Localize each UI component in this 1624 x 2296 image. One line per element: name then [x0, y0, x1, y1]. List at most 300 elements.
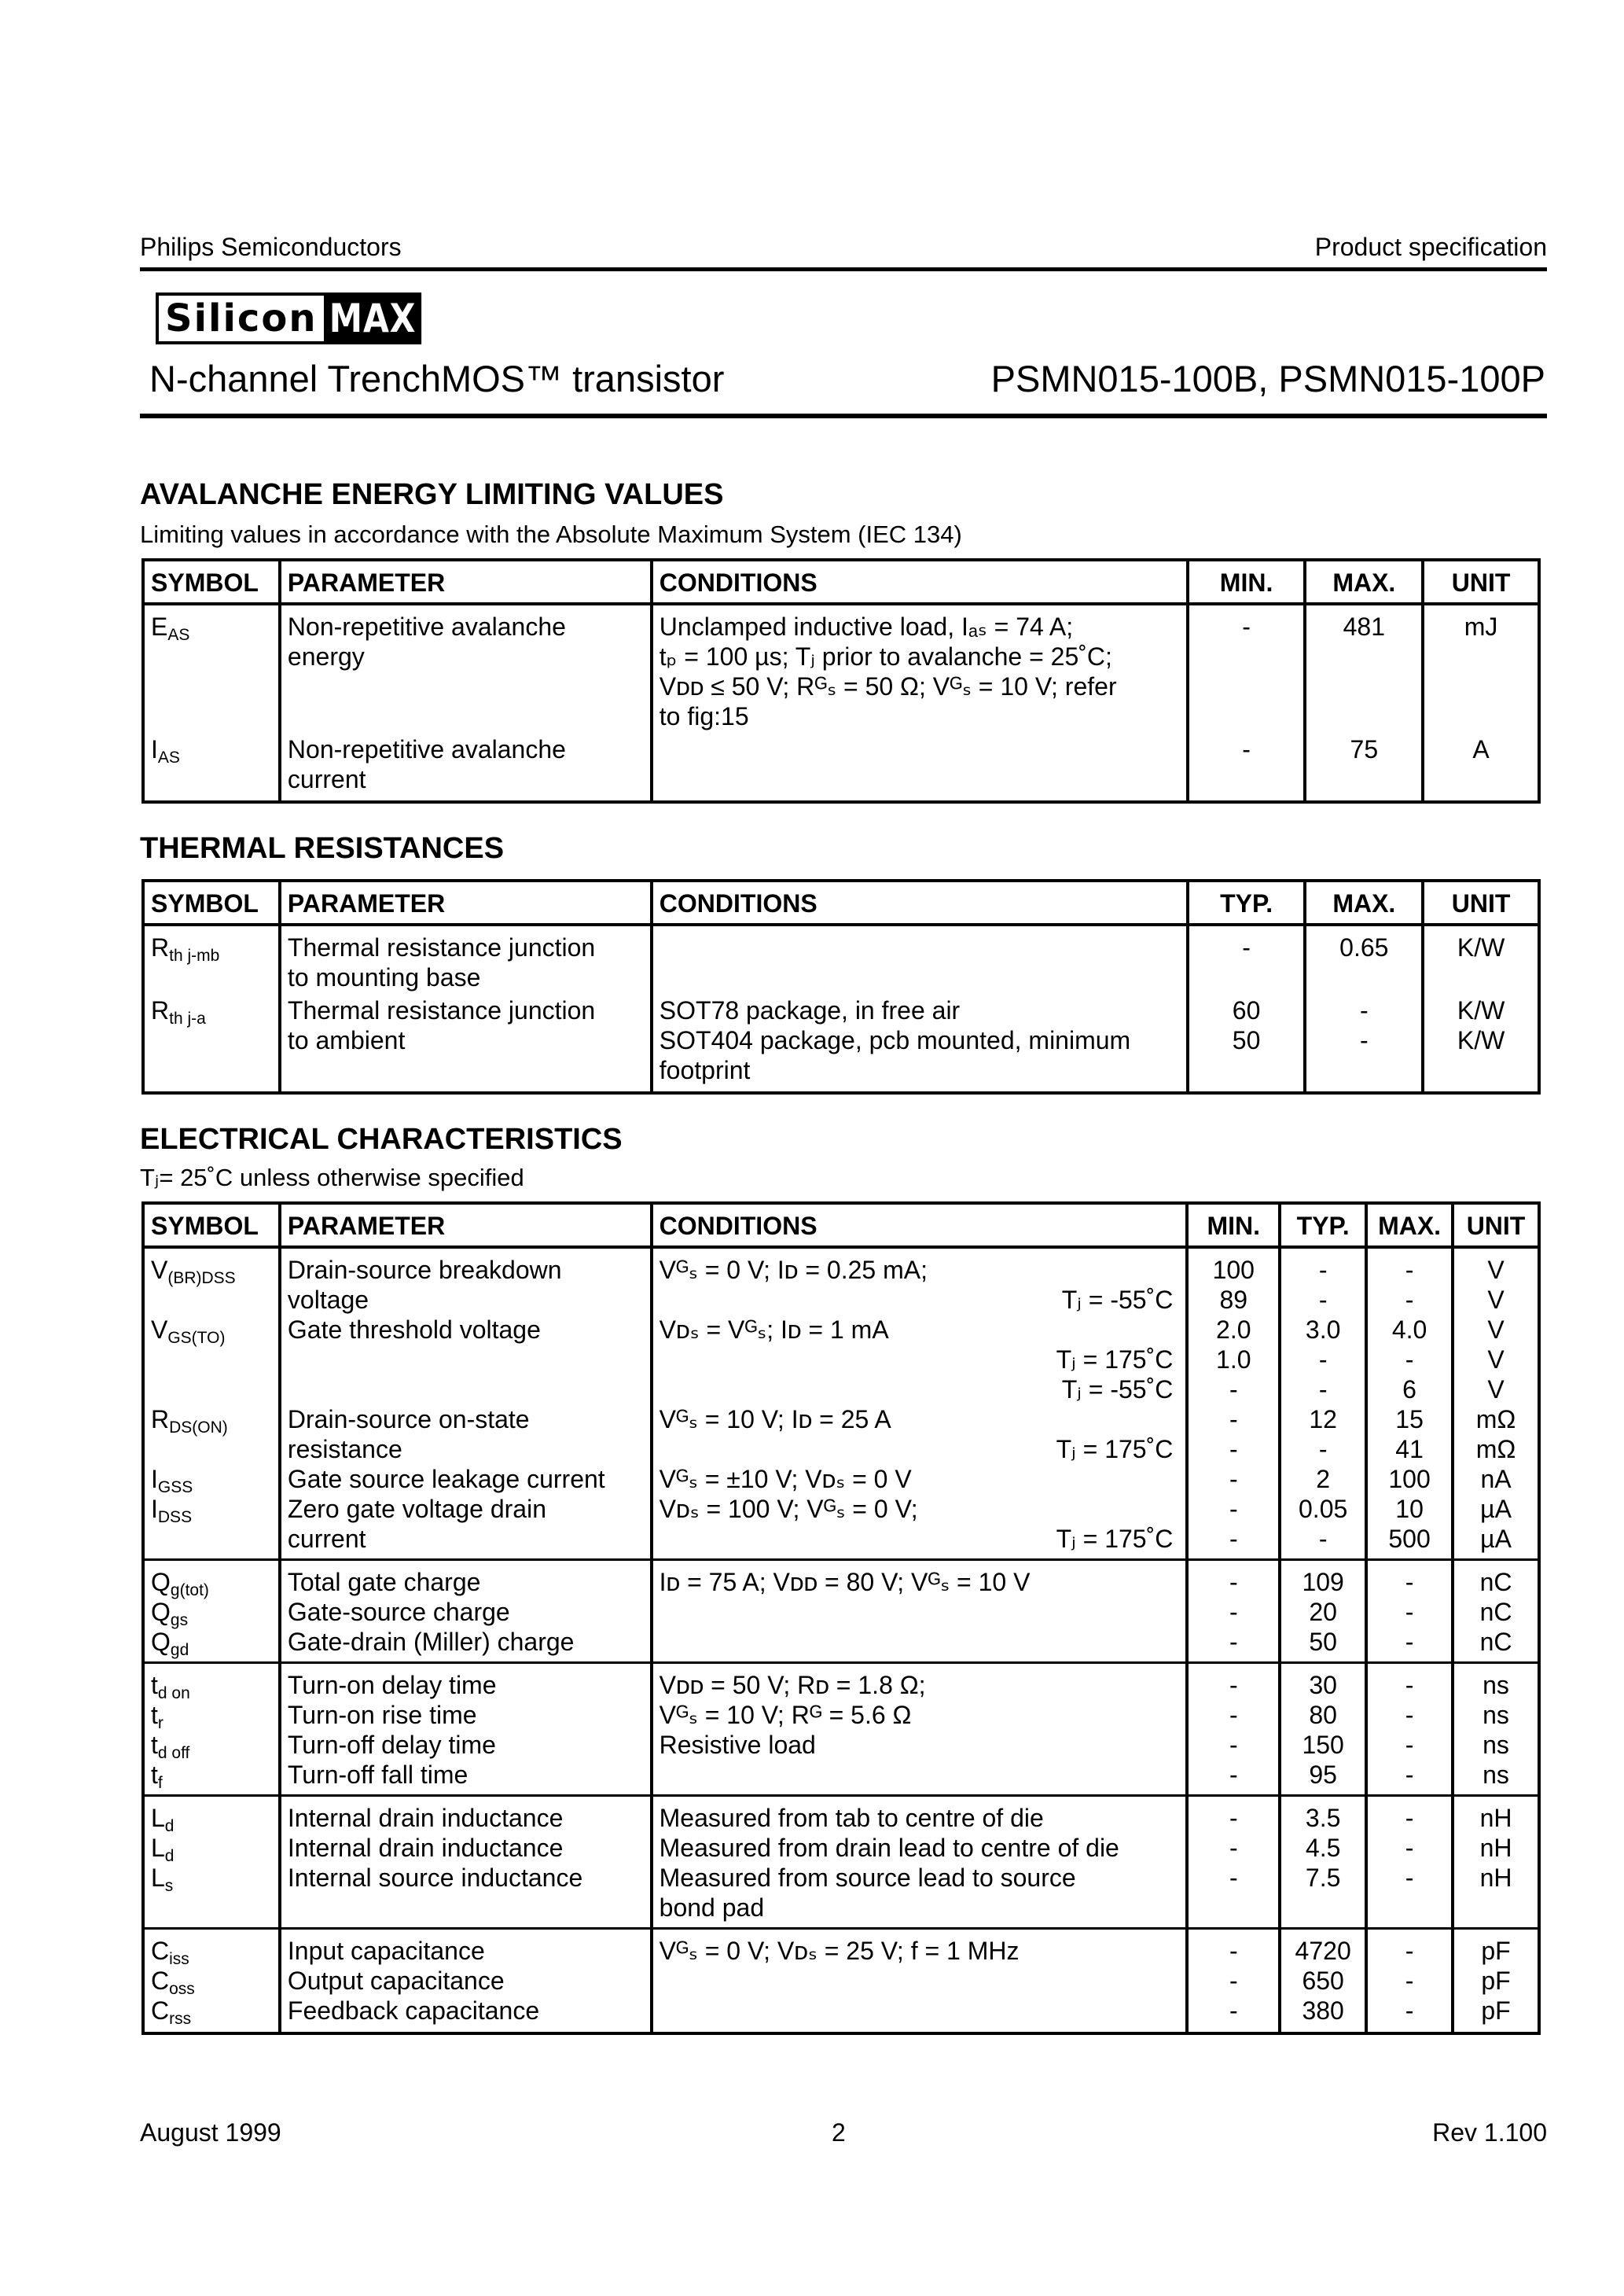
condition-text: Vᴅₛ = Vᴳₛ; Iᴅ = 1 mA	[659, 1315, 889, 1344]
min-cell: -	[1188, 733, 1306, 802]
max-value: -	[1405, 1701, 1414, 1729]
max-value: -	[1405, 1286, 1414, 1314]
parameter-line: Input capacitance	[287, 1937, 485, 1965]
company-name: Philips Semiconductors	[140, 233, 402, 261]
min-value: -	[1229, 1671, 1238, 1699]
parameter-line: Turn-on delay time	[287, 1671, 497, 1699]
typ-value: 30	[1309, 1671, 1337, 1699]
unit-value: nA	[1480, 1465, 1512, 1493]
unit-cell	[1453, 1560, 1539, 1663]
symbol-subscript: th j-a	[169, 1010, 206, 1028]
min-cell	[1187, 1663, 1280, 1796]
typ-value: 20	[1309, 1598, 1337, 1626]
typ-value: -	[1318, 1435, 1328, 1463]
condition-line	[660, 1524, 1180, 1554]
unit-cell	[1453, 1247, 1539, 1560]
conditions-cell	[652, 925, 1188, 994]
symbol-cell	[143, 604, 280, 733]
min-value: -	[1229, 1761, 1238, 1789]
condition-line	[660, 1936, 1180, 1966]
parameter-line	[288, 1345, 644, 1374]
min-value: -	[1229, 1937, 1238, 1965]
symbol-line	[151, 1524, 272, 1554]
condition-text: Iᴅ = 75 A; Vᴅᴅ = 80 V; Vᴳₛ = 10 V	[659, 1568, 1031, 1596]
parameter-line: Turn-off delay time	[287, 1731, 496, 1759]
avalanche-col-header: UNIT	[1423, 560, 1539, 604]
condition-line	[660, 1803, 1180, 1833]
thermal-col-header: MAX.	[1305, 881, 1423, 925]
symbol-subscript: GSS	[157, 1478, 193, 1496]
symbol: I	[151, 735, 158, 763]
condition-line	[660, 1670, 1180, 1700]
conditions-cell	[652, 1663, 1188, 1796]
max-cell: 481	[1305, 604, 1423, 733]
condition-text: Measured from drain lead to centre of die	[659, 1834, 1119, 1862]
parameter-line: Thermal resistance junction	[287, 933, 596, 962]
max-value: -	[1359, 1026, 1369, 1054]
avalanche-title: AVALANCHE ENERGY LIMITING VALUES	[140, 478, 724, 511]
parameter-line: Drain-source breakdown	[287, 1256, 562, 1284]
typ-value: 60	[1232, 996, 1261, 1025]
typ-value: 80	[1309, 1701, 1337, 1729]
parameter-cell	[280, 994, 652, 1093]
symbol: V	[151, 1315, 168, 1344]
parameter-line: resistance	[287, 1435, 402, 1463]
unit-value: ns	[1483, 1701, 1509, 1729]
unit-value: µA	[1480, 1495, 1512, 1523]
max-cell	[1366, 1663, 1453, 1796]
symbol-subscript: d off	[157, 1744, 190, 1762]
symbol-subscript: iss	[169, 1950, 189, 1968]
parameter-line: voltage	[287, 1286, 369, 1314]
symbol: I	[151, 1495, 158, 1523]
thermal-col-header: PARAMETER	[280, 881, 652, 925]
condition-line	[660, 1494, 1180, 1524]
parameter-cell	[280, 604, 652, 733]
electrical-header-row	[143, 1203, 1539, 1247]
conditions-cell	[652, 733, 1188, 802]
unit-value: K/W	[1457, 1026, 1505, 1054]
parameter-line: energy	[287, 642, 365, 671]
avalanche-col-header: PARAMETER	[280, 560, 652, 604]
unit-value: V	[1487, 1345, 1505, 1374]
symbol-subscript: th j-mb	[169, 947, 220, 965]
thermal-title: THERMAL RESISTANCES	[140, 832, 505, 865]
min-value: -	[1229, 1435, 1238, 1463]
max-value: -	[1405, 1804, 1414, 1832]
symbol-cell	[143, 733, 280, 802]
min-value: 2.0	[1216, 1315, 1251, 1344]
typ-value: -	[1318, 1286, 1328, 1314]
max-value: -	[1405, 1568, 1414, 1596]
symbol-subscript: d	[164, 1847, 175, 1865]
avalanche-subtitle: Limiting values in accordance with the Absolute Maximum System (IEC 134)	[140, 521, 962, 548]
symbol-subscript: gd	[170, 1641, 189, 1659]
symbol: R	[151, 933, 170, 962]
max-value: -	[1405, 1761, 1414, 1789]
table-row	[143, 733, 1539, 802]
symbol-line	[151, 1760, 272, 1790]
condition-text: Vᴳₛ = 0 V; Iᴅ = 0.25 mA;	[659, 1256, 928, 1284]
symbol-subscript: f	[157, 1774, 163, 1792]
typ-value: 7.5	[1305, 1864, 1341, 1892]
typ-value: 150	[1302, 1731, 1344, 1759]
symbol-line	[151, 1833, 272, 1863]
symbol: Q	[151, 1598, 171, 1626]
max-cell	[1305, 994, 1423, 1093]
symbol-line	[151, 1966, 272, 1996]
unit-cell: mJ	[1423, 604, 1539, 733]
table-row	[143, 925, 1539, 994]
symbol: t	[151, 1701, 158, 1729]
condition-line: tₚ = 100 µs; Tⱼ prior to avalanche = 25˚C;	[659, 642, 1112, 671]
symbol-line	[151, 1936, 272, 1966]
table-row	[143, 994, 1539, 1093]
typ-cell	[1280, 1929, 1366, 2034]
symbol-line	[151, 1700, 272, 1730]
unit-value: mΩ	[1475, 1435, 1516, 1463]
parameter-cell	[280, 733, 652, 802]
parameter-line: Internal source inductance	[287, 1864, 583, 1892]
conditions-cell	[652, 1796, 1188, 1929]
avalanche-col-header: MIN.	[1188, 560, 1306, 604]
electrical-col-header: CONDITIONS	[652, 1203, 1188, 1247]
symbol-line	[151, 1374, 272, 1404]
min-value: -	[1229, 1834, 1238, 1862]
conditions-cell	[652, 1247, 1188, 1560]
condition-text: Vᴳₛ = 10 V; Iᴅ = 25 A	[659, 1405, 891, 1433]
max-value: 6	[1402, 1375, 1416, 1404]
conditions-cell	[652, 1560, 1188, 1663]
max-value: -	[1405, 1967, 1414, 1995]
logo-silicon: Silicon	[156, 293, 324, 344]
typ-value: 109	[1302, 1568, 1344, 1596]
symbol: t	[151, 1671, 158, 1699]
unit-value: pF	[1481, 1937, 1511, 1965]
parameter-line: Gate source leakage current	[287, 1465, 605, 1493]
condition-line	[660, 1833, 1180, 1863]
condition-text: bond pad	[659, 1893, 765, 1922]
condition-text: Vᴳₛ = 0 V; Vᴅₛ = 25 V; f = 1 MHz	[659, 1937, 1020, 1965]
min-value: -	[1229, 1628, 1238, 1656]
symbol-subscript: gs	[170, 1611, 189, 1629]
symbol-cell	[143, 1929, 280, 2034]
symbol-line	[151, 1315, 272, 1345]
unit-value: K/W	[1457, 996, 1505, 1025]
symbol: C	[151, 1937, 170, 1965]
parameter-line: Gate-drain (Miller) charge	[287, 1628, 575, 1656]
symbol-line	[151, 1627, 272, 1657]
electrical-col-header: SYMBOL	[143, 1203, 280, 1247]
min-cell	[1187, 1247, 1280, 1560]
symbol-subscript: DSS	[157, 1508, 193, 1526]
parameter-line: Total gate charge	[287, 1568, 481, 1596]
symbol-line	[151, 1464, 272, 1494]
unit-value: nH	[1479, 1834, 1512, 1862]
condition-line	[660, 1760, 1180, 1790]
condition-text: Measured from tab to centre of die	[659, 1804, 1044, 1832]
parameter-line: Zero gate voltage drain	[287, 1495, 546, 1523]
condition-line	[660, 1285, 1180, 1315]
parameter-cell	[280, 925, 652, 994]
symbol-line	[151, 1996, 272, 2026]
avalanche-header-row	[143, 560, 1539, 604]
symbol-line	[151, 1285, 272, 1315]
avalanche-col-header: SYMBOL	[143, 560, 280, 604]
min-value: -	[1229, 1731, 1238, 1759]
max-value	[1374, 1893, 1445, 1923]
condition-line	[660, 1627, 1180, 1657]
min-value: -	[1229, 1465, 1238, 1493]
table-row-group	[143, 1247, 1539, 1560]
symbol-cell	[143, 1247, 280, 1560]
parameter-line: Gate threshold voltage	[287, 1315, 541, 1344]
parameter-cell	[280, 1663, 652, 1796]
parameter-line: Non-repetitive avalanche	[287, 613, 566, 641]
doc-type: Product specification	[1314, 233, 1547, 261]
symbol-line	[151, 1494, 272, 1524]
conditions-cell	[652, 994, 1188, 1093]
condition-line	[660, 1597, 1180, 1627]
condition-text: Vᴅₛ = 100 V; Vᴳₛ = 0 V;	[659, 1495, 918, 1523]
parameter-cell	[280, 1929, 652, 2034]
condition-line	[660, 1374, 1180, 1404]
product-title: N-channel TrenchMOS™ transistor	[149, 358, 725, 399]
typ-value: 2	[1316, 1465, 1331, 1493]
electrical-col-header: PARAMETER	[280, 1203, 652, 1247]
typ-cell	[1188, 925, 1306, 994]
parameter-line: to mounting base	[287, 963, 481, 992]
condition-temp: Tⱼ = 175˚C	[1056, 1345, 1174, 1374]
unit-value: µA	[1480, 1525, 1512, 1553]
max-value: -	[1405, 1256, 1414, 1284]
parameter-line: Internal drain inductance	[287, 1834, 564, 1862]
symbol: E	[151, 613, 168, 641]
max-cell	[1366, 1929, 1453, 2034]
typ-value: -	[1318, 1525, 1328, 1553]
avalanche-table	[141, 558, 1541, 804]
typ-value: 650	[1302, 1967, 1344, 1995]
unit-cell	[1453, 1663, 1539, 1796]
max-value: 0.65	[1339, 933, 1389, 962]
typ-value: 3.5	[1305, 1804, 1341, 1832]
unit-value: ns	[1483, 1761, 1509, 1789]
unit-cell: A	[1423, 733, 1539, 802]
unit-value: V	[1487, 1286, 1505, 1314]
symbol: I	[151, 1465, 158, 1493]
footer-date: August 1999	[140, 2118, 281, 2147]
min-value: -	[1229, 1525, 1238, 1553]
max-value: -	[1405, 1834, 1414, 1862]
unit-value: V	[1487, 1375, 1505, 1404]
unit-value: nH	[1479, 1864, 1512, 1892]
unit-value: V	[1487, 1315, 1505, 1344]
condition-text: Vᴳₛ = ±10 V; Vᴅₛ = 0 V	[659, 1465, 912, 1493]
footer-page: 2	[832, 2118, 846, 2147]
parameter-line: Turn-on rise time	[287, 1701, 477, 1729]
parameter-cell	[280, 1560, 652, 1663]
min-value: 100	[1212, 1256, 1255, 1284]
symbol: R	[151, 996, 170, 1025]
condition-line: Vᴅᴅ ≤ 50 V; Rᴳₛ = 50 Ω; Vᴳₛ = 10 V; refer	[659, 672, 1117, 701]
symbol: C	[151, 1967, 170, 1995]
symbol: C	[151, 1996, 170, 2025]
typ-cell	[1188, 994, 1306, 1093]
symbol-subscript: s	[164, 1877, 174, 1895]
condition-temp: Tⱼ = -55˚C	[1061, 1375, 1174, 1404]
condition-line	[660, 1255, 1180, 1285]
parameter-line: Thermal resistance junction	[287, 996, 596, 1025]
symbol-line	[151, 1255, 272, 1285]
symbol-subscript: (BR)DSS	[167, 1269, 236, 1287]
unit-value: pF	[1481, 1996, 1511, 2025]
unit-value: K/W	[1457, 933, 1505, 962]
thermal-col-header: SYMBOL	[143, 881, 280, 925]
parameter-cell	[280, 1247, 652, 1560]
symbol-cell	[143, 1560, 280, 1663]
max-value: 100	[1388, 1465, 1431, 1493]
typ-value: 3.0	[1305, 1315, 1341, 1344]
condition-line	[660, 1966, 1180, 1996]
thermal-col-header: UNIT	[1423, 881, 1539, 925]
unit-cell	[1423, 994, 1539, 1093]
min-value: 1.0	[1216, 1345, 1251, 1374]
typ-value: 4.5	[1305, 1834, 1341, 1862]
unit-value: pF	[1481, 1967, 1511, 1995]
symbol: Q	[151, 1568, 171, 1596]
max-cell	[1305, 925, 1423, 994]
min-value	[1195, 1893, 1272, 1923]
max-value: 500	[1388, 1525, 1431, 1553]
electrical-subtitle: Tⱼ= 25˚C unless otherwise specified	[140, 1164, 524, 1191]
typ-value: -	[1318, 1345, 1328, 1374]
symbol-cell	[143, 1796, 280, 1929]
parameter-line: Output capacitance	[287, 1967, 505, 1995]
symbol-subscript: DS(ON)	[169, 1418, 228, 1437]
typ-value: 95	[1309, 1761, 1337, 1789]
parameter-line: Feedback capacitance	[287, 1996, 540, 2025]
symbol-subscript: rss	[169, 2010, 192, 2028]
unit-value: nC	[1479, 1568, 1512, 1596]
symbol-subscript: g(tot)	[170, 1581, 209, 1599]
unit-value: ns	[1483, 1671, 1509, 1699]
condition-text: Measured from source lead to source	[659, 1864, 1076, 1892]
table-row-group	[143, 1796, 1539, 1929]
symbol-subscript: oss	[169, 1980, 195, 1998]
min-value: -	[1229, 1405, 1238, 1433]
min-value: -	[1229, 1967, 1238, 1995]
condition-line: Unclamped inductive load, Iₐₛ = 74 A;	[659, 613, 1074, 641]
thermal-header-row	[143, 881, 1539, 925]
condition-line	[660, 1464, 1180, 1494]
max-value: 10	[1395, 1495, 1424, 1523]
condition-text: Vᴅᴅ = 50 V; Rᴅ = 1.8 Ω;	[659, 1671, 926, 1699]
logo-max: MAX	[324, 293, 421, 344]
condition-line: footprint	[659, 1056, 751, 1084]
parameter-line: Turn-off fall time	[287, 1761, 468, 1789]
symbol-subscript: d	[164, 1817, 175, 1835]
thermal-col-header: CONDITIONS	[652, 881, 1188, 925]
condition-line	[660, 1893, 1180, 1923]
min-value: 89	[1219, 1286, 1248, 1314]
parameter-line	[288, 1374, 644, 1404]
max-value: 4.0	[1391, 1315, 1427, 1344]
unit-cell	[1453, 1929, 1539, 2034]
parameter-line: Non-repetitive avalanche	[287, 735, 566, 763]
siliconmax-logo	[156, 293, 439, 344]
symbol-line	[151, 1404, 272, 1437]
min-value: -	[1229, 1701, 1238, 1729]
unit-value: mΩ	[1475, 1405, 1516, 1433]
min-cell	[1187, 1796, 1280, 1929]
typ-value: 0.05	[1299, 1495, 1348, 1523]
symbol-cell	[143, 1663, 280, 1796]
max-cell: 75	[1305, 733, 1423, 802]
max-value: 41	[1395, 1435, 1424, 1463]
symbol-subscript: GS(TO)	[167, 1329, 226, 1347]
parameter-line: Internal drain inductance	[287, 1804, 564, 1832]
table-row-group	[143, 1560, 1539, 1663]
max-cell	[1366, 1796, 1453, 1929]
thermal-col-header: TYP.	[1188, 881, 1306, 925]
parameter-cell	[280, 1796, 652, 1929]
condition-line: SOT404 package, pcb mounted, minimum	[659, 1026, 1131, 1054]
symbol: L	[151, 1804, 165, 1832]
electrical-table	[141, 1201, 1541, 2035]
parameter-line: to ambient	[287, 1026, 406, 1054]
symbol: V	[151, 1256, 168, 1284]
condition-temp: Tⱼ = 175˚C	[1056, 1435, 1174, 1463]
condition-text: Resistive load	[659, 1731, 816, 1759]
symbol-line	[151, 1670, 272, 1700]
parameter-line: Gate-source charge	[287, 1598, 510, 1626]
symbol-cell	[143, 925, 280, 994]
typ-value: -	[1242, 933, 1251, 962]
symbol-line	[151, 1597, 272, 1627]
min-value: -	[1229, 1495, 1238, 1523]
parameter-line: current	[287, 1525, 366, 1553]
typ-cell	[1280, 1560, 1366, 1663]
unit-cell	[1423, 925, 1539, 994]
symbol: t	[151, 1761, 158, 1789]
unit-value: ns	[1483, 1731, 1509, 1759]
avalanche-col-header: CONDITIONS	[652, 560, 1188, 604]
conditions-cell	[652, 1929, 1188, 2034]
max-value: -	[1405, 1628, 1414, 1656]
condition-line: SOT78 package, in free air	[659, 996, 961, 1025]
symbol-line	[151, 1434, 272, 1464]
symbol: t	[151, 1731, 158, 1759]
table-row-group	[143, 1663, 1539, 1796]
symbol-subscript: d on	[157, 1684, 190, 1702]
symbol-subscript: r	[157, 1714, 164, 1732]
typ-value: -	[1318, 1256, 1328, 1284]
symbol-line	[151, 1567, 272, 1597]
condition-line	[660, 1434, 1180, 1464]
symbol-subscript: AS	[157, 749, 180, 767]
symbol-line	[151, 1893, 272, 1923]
parameter-line: current	[287, 765, 366, 793]
condition-line	[660, 1404, 1180, 1434]
unit-value: V	[1487, 1256, 1505, 1284]
symbol-line	[151, 1345, 272, 1374]
max-value: -	[1405, 1345, 1414, 1374]
symbol: Q	[151, 1628, 171, 1656]
electrical-col-header: MAX.	[1366, 1203, 1453, 1247]
max-value: -	[1405, 1731, 1414, 1759]
thermal-table	[141, 879, 1541, 1095]
avalanche-col-header: MAX.	[1305, 560, 1423, 604]
